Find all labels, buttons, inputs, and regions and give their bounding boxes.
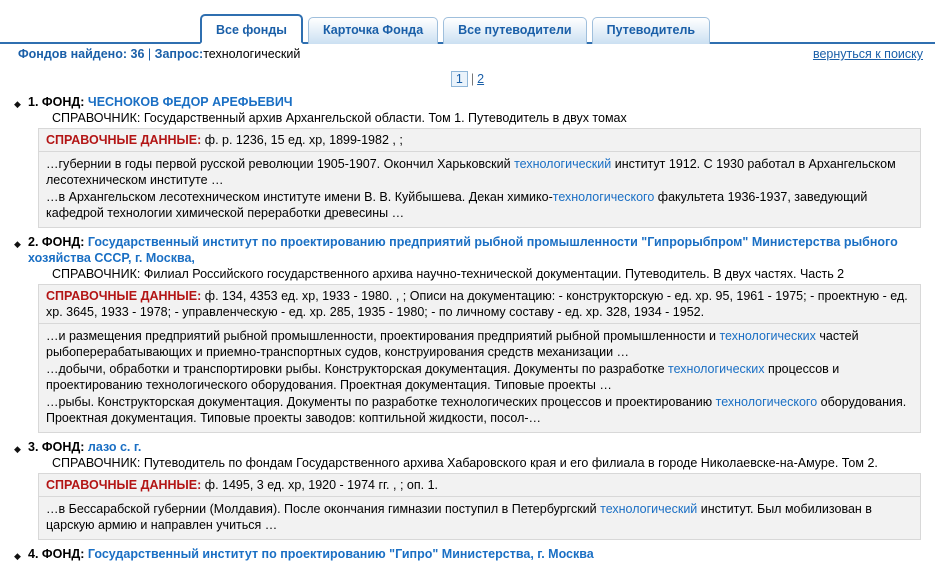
snippet-text: …добычи, обработки и транспортировки рыбы. Конструкторская документация. Документы по разработке bbox=[46, 362, 669, 376]
fond-name-link[interactable]: Государственный институт по проектированию "Гипро" Министерства, г. Москва bbox=[87, 547, 594, 561]
reference-data-block bbox=[38, 128, 921, 152]
bullet-icon: ◆ bbox=[14, 239, 21, 249]
guide-label: СПРАВОЧНИК: bbox=[52, 456, 141, 470]
snippet-text: …в Бессарабской губернии (Молдавия). После окончания гимназии поступил в Петербургский bbox=[46, 502, 601, 516]
snippet bbox=[46, 361, 913, 393]
snippet bbox=[46, 394, 913, 426]
snippet bbox=[46, 189, 913, 221]
reference-data-value: ф. 1495, 3 ед. хр, 1920 - 1974 гг. , ; оп. 1. bbox=[204, 478, 438, 492]
pagination bbox=[0, 66, 935, 90]
snippet-block bbox=[38, 497, 921, 540]
result-record bbox=[14, 439, 921, 540]
record-number: 2. bbox=[28, 235, 39, 249]
snippet bbox=[46, 156, 913, 188]
highlighted-term: технологический bbox=[600, 502, 698, 516]
reference-data-value: ф. р. 1236, 15 ед. хр, 1899-1982 , ; bbox=[204, 133, 403, 147]
tab-all-fonds[interactable] bbox=[200, 14, 303, 44]
snippet-text: факультета 1936-1937, заведующий кафедрой технологии химической переработки древесины … bbox=[46, 190, 868, 220]
snippet-text: частей рыбоперерабатывающих и приемно-транспортных судов, конструирования средств механизации … bbox=[46, 329, 859, 359]
back-to-search-link[interactable]: вернуться к поиску bbox=[812, 47, 923, 61]
snippet-text: …рыбы. Конструкторская документация. Документы по разработке технологических процессов и проектированию bbox=[46, 395, 716, 409]
fond-name-link[interactable]: ЧЕСНОКОВ ФЕДОР АРЕФЬЕВИЧ bbox=[87, 95, 293, 109]
found-count: 36 bbox=[130, 47, 145, 61]
tab-all-guides-label: Все путеводители bbox=[458, 23, 572, 37]
fond-label: ФОНД: bbox=[41, 95, 85, 109]
tab-guide-label: Путеводитель bbox=[606, 23, 696, 37]
tab-fond-card[interactable] bbox=[308, 17, 438, 44]
bullet-icon: ◆ bbox=[14, 444, 21, 454]
snippet-text: …в Архангельском лесотехническом институте имени В. В. Куйбышева. Декан химико- bbox=[46, 190, 553, 204]
highlighted-term: технологических bbox=[719, 329, 816, 343]
snippet-text: …и размещения предприятий рыбной промышленности, проектирования предприятий рыбной промышленности и bbox=[46, 329, 720, 343]
guide-label: СПРАВОЧНИК: bbox=[52, 111, 141, 125]
fond-label: ФОНД: bbox=[41, 547, 85, 561]
reference-data-value: ф. 134, 4353 ед. хр, 1933 - 1980. , ; Описи на документацию: - конструкторскую - ед. хр. 95, 1961 - 1975; - проектную - ед. хр. 3645, 1933 - 1978; - управленческую - ед. хр. 285, 1935 - 1980; - по личному составу - ед. хр. 328, 1934 - 1952. bbox=[46, 289, 908, 319]
tab-all-fonds-label: Все фонды bbox=[216, 23, 287, 37]
tab-bar bbox=[0, 0, 935, 44]
tab-all-guides[interactable] bbox=[443, 17, 586, 44]
record-header bbox=[14, 439, 921, 455]
snippet-text: институт 1912. С 1930 работал в Архангельском лесотехническом институте … bbox=[46, 157, 896, 187]
snippet-text: процессов и проектированию технологического оборудования. Проектная документация. Типовые проекты … bbox=[46, 362, 840, 392]
fond-name-link[interactable]: лазо с. г. bbox=[87, 440, 142, 454]
info-separator: | bbox=[147, 47, 152, 61]
reference-data-block bbox=[38, 284, 921, 324]
guide-line bbox=[14, 266, 921, 282]
reference-data-block bbox=[38, 473, 921, 497]
highlighted-term: технологический bbox=[514, 157, 612, 171]
fond-label: ФОНД: bbox=[41, 235, 85, 249]
page-separator: | bbox=[470, 72, 475, 86]
reference-data-label: СПРАВОЧНЫЕ ДАННЫЕ: bbox=[46, 478, 202, 492]
result-record-partial bbox=[14, 546, 921, 561]
results-info-bar bbox=[0, 44, 935, 66]
guide-value: Путеводитель по фондам Государственного архива Хабаровского края и его филиала в городе Николаевске-на-Амуре. Том 2. bbox=[143, 456, 878, 470]
snippet-text: институт. Был мобилизован в царскую армию и направлен учиться … bbox=[46, 502, 872, 532]
result-record bbox=[14, 94, 921, 228]
snippet bbox=[46, 501, 913, 533]
snippet-text: …губернии в годы первой русской революции 1905-1907. Окончил Харьковский bbox=[46, 157, 515, 171]
record-number: 3. bbox=[28, 440, 39, 454]
query-label: Запрос: bbox=[154, 47, 204, 61]
guide-value: Государственный архив Архангельской области. Том 1. Путеводитель в двух томах bbox=[143, 111, 627, 125]
record-header bbox=[14, 234, 921, 266]
highlighted-term: технологического bbox=[715, 395, 818, 409]
guide-line bbox=[14, 110, 921, 126]
highlighted-term: технологических bbox=[668, 362, 765, 376]
reference-data-label: СПРАВОЧНЫЕ ДАННЫЕ: bbox=[46, 289, 202, 303]
results-list bbox=[0, 90, 935, 561]
highlighted-term: технологического bbox=[552, 190, 655, 204]
record-number: 4. bbox=[28, 547, 39, 561]
fond-name-link[interactable]: Государственный институт по проектированию предприятий рыбной промышленности "Гипрорыбпром" Министерства рыбного хозяйства СССР, г. Москва, bbox=[28, 235, 898, 265]
query-value: технологический bbox=[203, 47, 301, 61]
fond-label: ФОНД: bbox=[41, 440, 85, 454]
snippet-text: оборудования. Проектная документация. Типовые проекты заводов: коптильной жидкости, посол-… bbox=[46, 395, 907, 425]
result-record bbox=[14, 234, 921, 433]
guide-line bbox=[14, 455, 921, 471]
page-current[interactable]: 1 bbox=[451, 71, 468, 87]
bullet-icon: ◆ bbox=[14, 99, 21, 109]
bullet-icon: ◆ bbox=[14, 551, 21, 561]
guide-value: Филиал Российского государственного архива научно-технической документации. Путеводитель. В двух частях. Часть 2 bbox=[143, 267, 845, 281]
reference-data-label: СПРАВОЧНЫЕ ДАННЫЕ: bbox=[46, 133, 202, 147]
tab-guide[interactable] bbox=[592, 17, 710, 44]
record-number: 1. bbox=[28, 95, 39, 109]
tab-fond-card-label: Карточка Фонда bbox=[322, 23, 424, 37]
snippet-block bbox=[38, 324, 921, 433]
page-2-link[interactable]: 2 bbox=[477, 72, 485, 86]
snippet-block bbox=[38, 152, 921, 228]
snippet bbox=[46, 328, 913, 360]
guide-label: СПРАВОЧНИК: bbox=[52, 267, 141, 281]
found-label: Фондов найдено: bbox=[18, 47, 128, 61]
record-header bbox=[14, 94, 921, 110]
